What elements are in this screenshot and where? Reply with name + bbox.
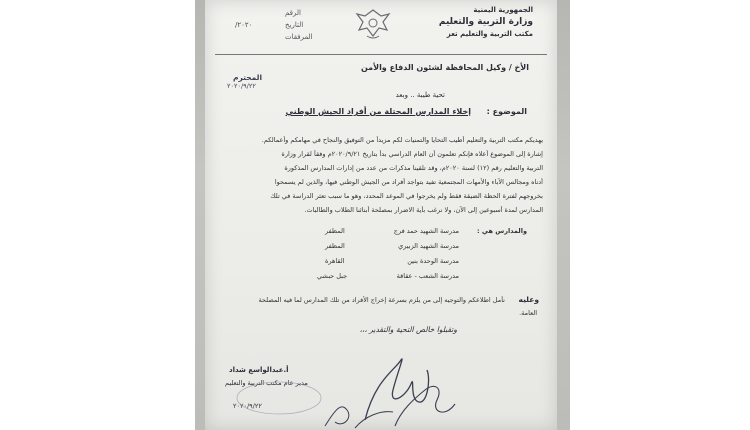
signature-date: ٢٠٢٠/٩/٢٢ [233,402,262,410]
ref-value: ٢٠٢٠/ [235,21,253,29]
school-district: المظفر [325,242,345,250]
header-divider [215,54,547,55]
letterhead-office: مكتب التربية والتعليم تعز [446,30,533,38]
closing-line-1: نأمل اطلاعكم والتوجيه إلى من يلزم بسرعة إخراج الأفراد من تلك المدارس لما فيه المصلحة [258,296,505,304]
school-name: مدرسة الشهيد الزبيري [398,242,459,250]
school-name: مدرسة الشهيد حمد فرج [393,227,459,235]
letterhead-ministry: وزارة التربية والتعليم [438,17,533,27]
eagle-emblem-icon [353,6,393,42]
letterhead-republic: الجمهورية اليمنية [473,6,533,14]
body-line-4: أدناه ومجالس الآباء والأمهات المجتمعية تفيد بتواجد أفراد من الجيش الوطني فيها، والذين لم يسمحوا [274,178,543,186]
closing-label: وعليه [518,295,539,304]
body-line-3: التربية والتعليم رقم (١٢) لسنة ٢٠٢٠م، وقد تلقينا مذكرات من عدد من إدارات المدارس المذكورة [284,164,543,172]
schools-intro: والمدارس هي : [477,227,527,235]
greeting: تحية طيبة .. وبعد [395,91,445,99]
signatory-title: مدير عام مكتب التربية والتعليم [225,379,308,387]
subject-text: إخلاء المدارس المحتلة من أفراد الجيش الوطني [285,107,471,116]
date-label: التاريخ [285,21,304,29]
school-name: مدرسة الشعب - عقاقة [396,272,459,280]
school-district: المظفر [325,227,345,235]
recipient-line: الأخ / وكيل المحافظة لشئون الدفاع والأمن [360,63,529,72]
handwritten-signature-icon [205,340,557,430]
letter-paper [205,0,557,430]
attachments-label: المرفقات [285,33,313,41]
body-line-2: إشارة إلى الموضوع أعلاه فإنكم تعلمون أن العام الدراسي بدأ بتاريخ ٢٠٢٠/٩/٢١م وفقاً لقرار وزارة [281,150,543,158]
body-line-1: يهديكم مكتب التربية والتعليم أطيب التحايا والتمنيات لكم مزيداً من التوفيق والنجاح في مهامكم وأعمالكم. [261,136,543,144]
school-name: مدرسة الوحدة بنين [407,257,459,265]
body-line-5: بخروجهم لفترة الحظة الضيقة فقط ولم يخرجوا في الموعد المحدد، وهو ما سبب تعثر الدراسة في تلك [270,192,543,200]
ref-label: الرقم [285,9,301,17]
recipient-stamp-label: المحترم [233,73,263,82]
closing-regards: وتقبلوا خالص التحية والتقدير ،،، [359,325,457,334]
school-district: جبل حبشي [317,272,348,280]
subject-label: الموضوع : [486,107,527,116]
recipient-stamp-date: ٢٠٢٠/٩/٢٢ [227,82,256,90]
school-district: القاهرة [325,257,345,265]
body-line-6: المدارس لمدة أسبوعين إلى الآن، ولا نرغب بأية الاضرار بمصلحة أبنائنا الطلاب والطالبات. [304,206,543,214]
closing-line-2: العامة. [519,309,537,317]
signatory-name: أ.عبدالواسع شداد [229,366,289,374]
